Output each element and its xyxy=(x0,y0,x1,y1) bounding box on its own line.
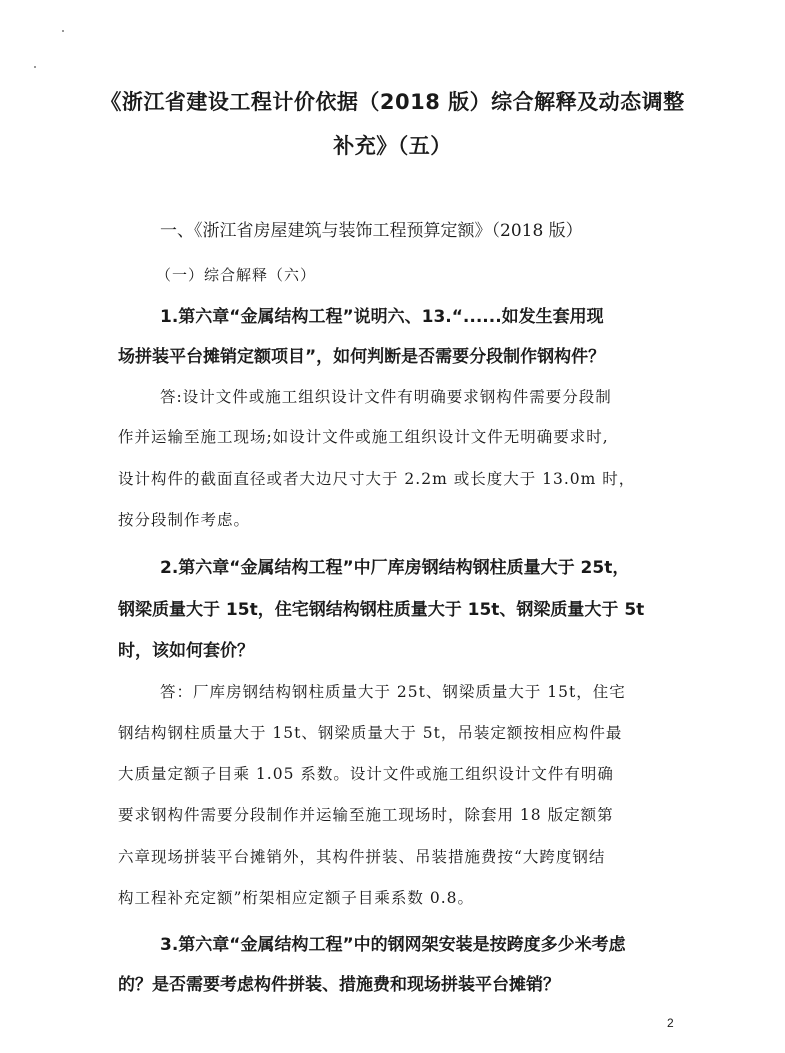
scan-speck xyxy=(62,30,64,32)
question-1-line-2: 场拼装平台摊销定额项目”，如何判断是否需要分段制作钢构件？ xyxy=(118,347,606,367)
answer-2-line-6: 构工程补充定额”桁架相应定额子目乘系数 0.8。 xyxy=(118,889,475,907)
scan-speck xyxy=(34,66,36,68)
page-number: 2 xyxy=(667,1016,674,1030)
document-title-line-2: 补充》（五） xyxy=(333,134,452,158)
answer-1-line-2: 作并运输至施工现场;如设计文件或施工组织设计文件无明确要求时, xyxy=(118,428,609,446)
question-3-line-1: 3.第六章“金属结构工程”中的钢网架安装是按跨度多少米考虑 xyxy=(160,935,626,955)
document-title-line-1: 《浙江省建设工程计价依据（2018 版）综合解释及动态调整 xyxy=(100,90,685,114)
question-3-line-2: 的？是否需要考虑构件拼装、措施费和现场拼装平台摊销？ xyxy=(118,975,560,995)
answer-2-line-4: 要求钢构件需要分段制作并运输至施工现场时，除套用 18 版定额第 xyxy=(118,806,614,824)
question-2-line-1: 2.第六章“金属结构工程”中厂库房钢结构钢柱质量大于 25t， xyxy=(160,558,630,578)
answer-1-line-3: 设计构件的截面直径或者大边尺寸大于 2.2m 或长度大于 13.0m 时， xyxy=(118,470,636,488)
question-1-line-1: 1.第六章“金属结构工程”说明六、13.“......如发生套用现 xyxy=(160,307,604,327)
answer-1-line-1: 答:设计文件或施工组织设计文件有明确要求钢构件需要分段制 xyxy=(160,388,612,406)
subsection-heading: （一）综合解释（六） xyxy=(156,266,317,284)
question-2-line-2: 钢梁质量大于 15t，住宅钢结构钢柱质量大于 15t、钢梁质量大于 5t xyxy=(118,600,645,620)
section-heading: 一、《浙江省房屋建筑与装饰工程预算定额》（2018 版） xyxy=(160,221,583,241)
answer-2-line-3: 大质量定额子目乘 1.05 系数。设计文件或施工组织设计文件有明确 xyxy=(118,765,614,783)
answer-2-line-1: 答：厂库房钢结构钢柱质量大于 25t、钢梁质量大于 15t，住宅 xyxy=(160,683,626,701)
answer-1-line-4: 按分段制作考虑。 xyxy=(118,511,251,529)
answer-2-line-2: 钢结构钢柱质量大于 15t、钢梁质量大于 5t，吊装定额按相应构件最 xyxy=(118,724,623,742)
question-2-line-3: 时，该如何套价？ xyxy=(118,641,254,661)
answer-2-line-5: 六章现场拼装平台摊销外，其构件拼装、吊装措施费按“大跨度钢结 xyxy=(118,848,606,866)
